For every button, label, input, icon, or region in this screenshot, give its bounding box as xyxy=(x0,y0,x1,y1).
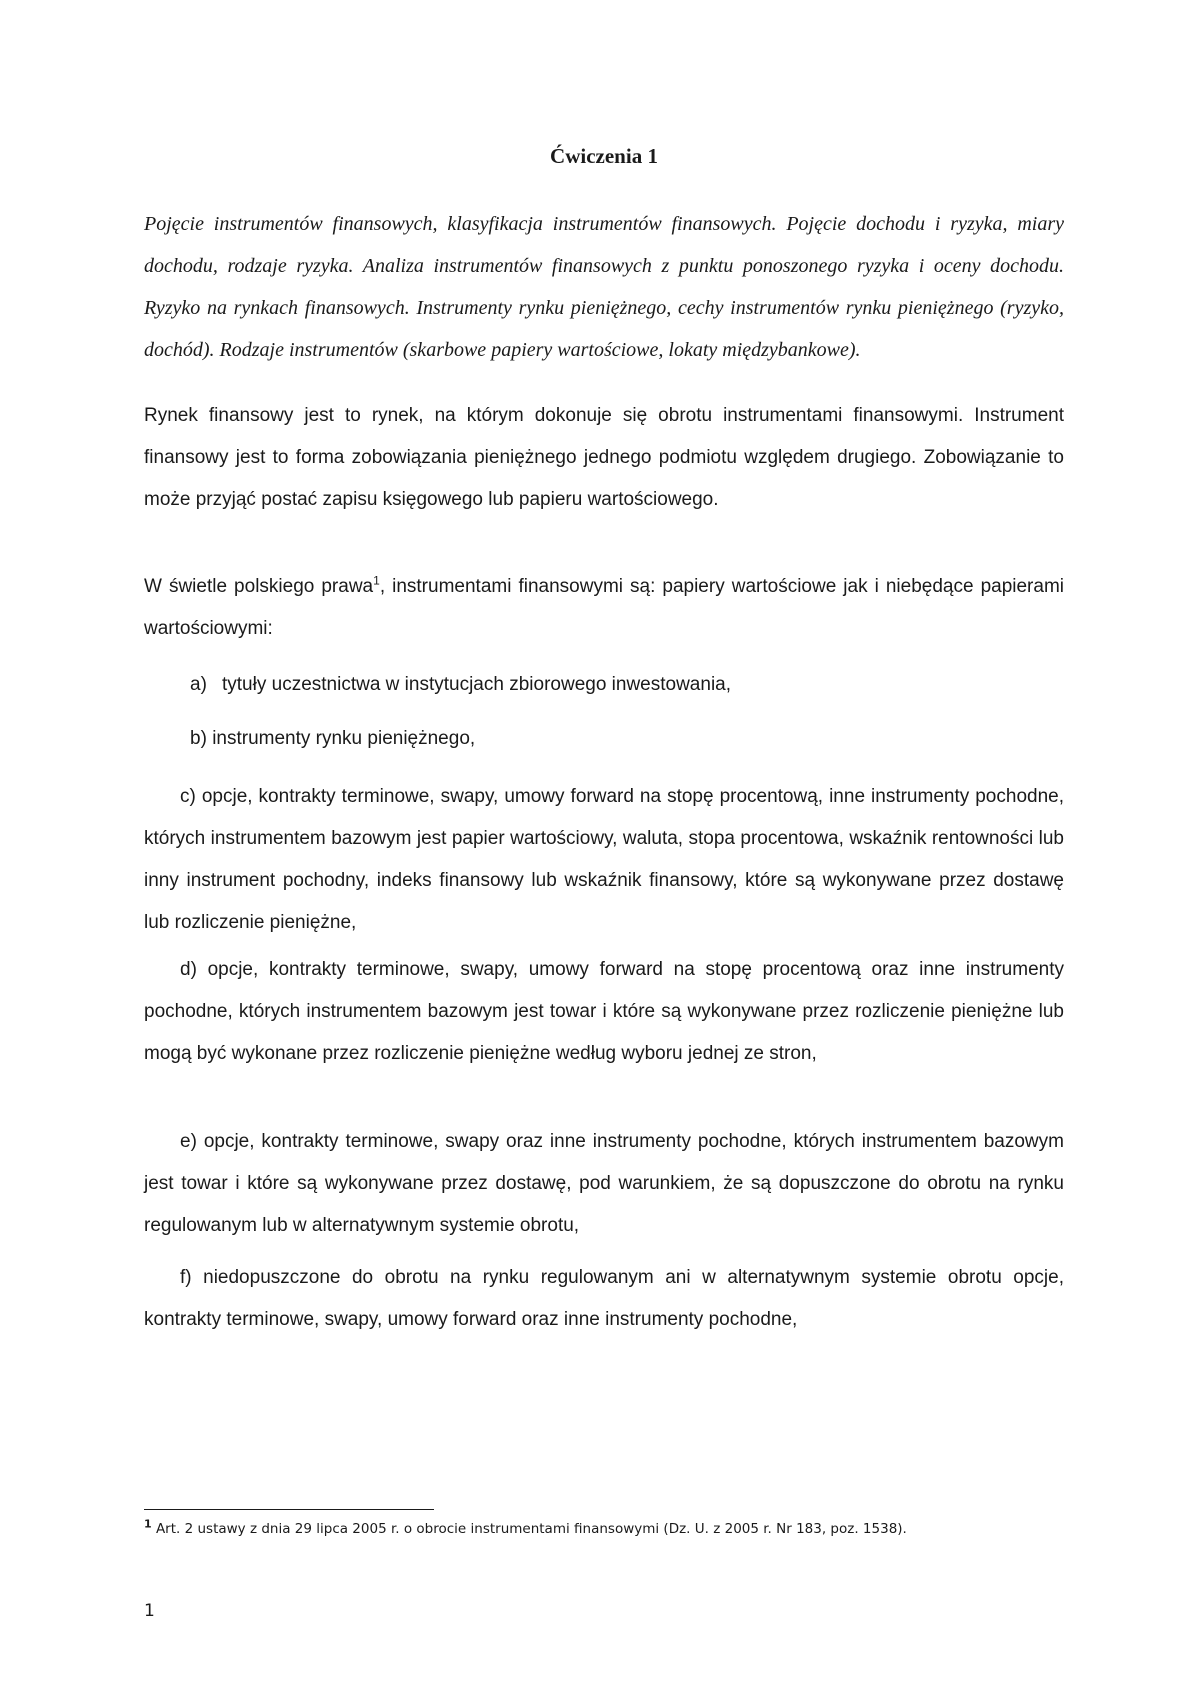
footnote xyxy=(144,1518,1064,1540)
list-item-f: f) niedopuszczone do obrotu na rynku regulowanym ani w alternatywnym systemie obrotu opcje, kontrakty terminowe, swapy, umowy forward oraz inne instrumenty pochodne, xyxy=(144,1267,1064,1330)
paragraph-legal-definition xyxy=(144,566,1064,650)
list-item-c: c) opcje, kontrakty terminowe, swapy, umowy forward na stopę procentową, inne instrumenty pochodne, których instrumentem bazowym jest papier wartościowy, waluta, stopa procentowa, wskaźnik rentowności lub inny instrument pochodny, indeks finansowy lub wskaźnik finansowy, które są wykonywane przez dostawę lub rozliczenie pieniężne, xyxy=(144,786,1064,933)
list-item-b-marker: b) xyxy=(190,728,207,749)
list-item-a xyxy=(190,664,731,706)
paragraph-financial-market: Rynek finansowy jest to rynek, na którym dokonuje się obrotu instrumentami finansowymi. Instrument finansowy jest to forma zobowiązania pieniężnego jednego podmiotu względem drugiego. Zobowiązanie to może przyjąć postać zapisu księgowego lub papieru wartościowego. xyxy=(144,405,1064,510)
footnote-marker: 1 xyxy=(144,1517,152,1531)
topic-summary: Pojęcie instrumentów finansowych, klasyfikacja instrumentów finansowych. Pojęcie dochodu i ryzyka, miary dochodu, rodzaje ryzyka. Analiza instrumentów finansowych z punktu ponoszonego ryzyka i oceny dochodu. Ryzyko na rynkach finansowych. Instrumenty rynku pieniężnego, cechy instrumentów rynku pieniężnego (ryzyko, dochód). Rodzaje instrumentów (skarbowe papiery wartościowe, lokaty międzybankowe). xyxy=(144,213,1064,361)
list-item-b xyxy=(190,718,475,760)
footnote-reference[interactable]: 1 xyxy=(373,573,380,588)
list-item-e: e) opcje, kontrakty terminowe, swapy oraz inne instrumenty pochodne, których instrumentem bazowym jest towar i które są wykonywane przez dostawę, pod warunkiem, że są dopuszczone do obrotu na rynku regulowanym lub w alternatywnym systemie obrotu, xyxy=(144,1131,1064,1236)
paragraph-legal-text-start: W świetle polskiego prawa xyxy=(144,576,374,597)
list-item-a-text: tytuły uczestnictwa w instytucjach zbiorowego inwestowania, xyxy=(222,674,732,695)
footnote-text: Art. 2 ustawy z dnia 29 lipca 2005 r. o obrocie instrumentami finansowymi (Dz. U. z 2005 r. Nr 183, poz. 1538). xyxy=(151,1521,907,1537)
list-item-d: d) opcje, kontrakty terminowe, swapy, umowy forward na stopę procentową oraz inne instrumenty pochodne, których instrumentem bazowym jest towar i które są wykonywane przez rozliczenie pieniężne lub mogą być wykonane przez rozliczenie pieniężne według wyboru jednej ze stron, xyxy=(144,959,1064,1064)
document-title: Ćwiczenia 1 xyxy=(550,144,658,168)
page-number: 1 xyxy=(144,1601,155,1621)
list-item-a-marker: a) xyxy=(190,674,207,695)
footnote-separator xyxy=(144,1509,434,1510)
list-item-b-text: instrumenty rynku pieniężnego, xyxy=(212,728,476,749)
paragraph-legal-text-end: , instrumentami finansowymi są: papiery wartościowe jak i niebędące papierami wartościowymi: xyxy=(144,576,1064,639)
